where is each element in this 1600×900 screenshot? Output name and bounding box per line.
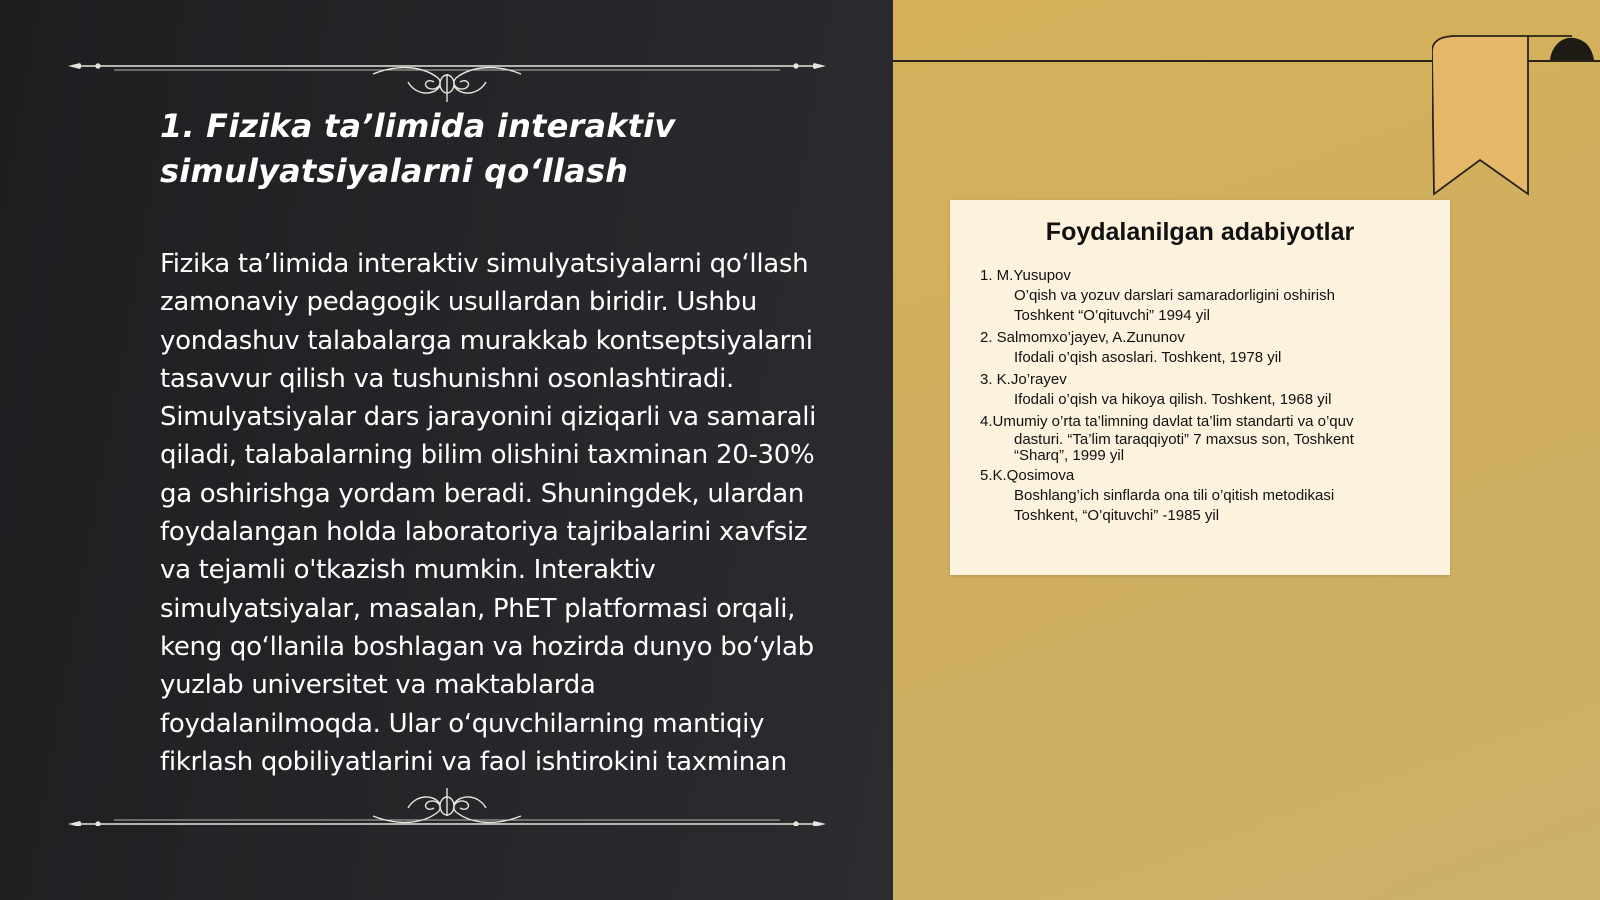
slide-title: 1. Fizika ta’limida interaktiv simulyatsiyalarni qo‘llash: [160, 107, 676, 190]
references-card: [950, 200, 1450, 575]
reference-detail: O’qish va yozuv darslari samaradorligini oshirish: [1014, 287, 1335, 304]
reference-author: 5.K.Qosimova: [980, 467, 1075, 484]
reference-detail: Toshkent “O’qituvchi” 1994 yil: [1014, 307, 1210, 324]
reference-author: 1. M.Yusupov: [980, 267, 1071, 284]
bottom-ornament-divider: [68, 776, 826, 826]
reference-author: 4.Umumiy o’rta ta’limning davlat ta’lim standarti va o’quv: [980, 413, 1354, 430]
reference-author: 2. Salmomxo’jayev, A.Zununov: [980, 329, 1185, 346]
reference-detail: Boshlang’ich sinflarda ona tili o’qitish metodikasi: [1014, 487, 1335, 504]
reference-detail: Ifodali o’qish va hikoya qilish. Toshkent, 1968 yil: [1014, 391, 1332, 408]
reference-detail: Toshkent, “O’qituvchi” -1985 yil: [1014, 507, 1220, 524]
reference-item: [980, 412, 1420, 464]
references-title: Foydalanilgan adabiyotlar: [1045, 218, 1355, 246]
bookmark-ribbon-icon: [1432, 34, 1600, 200]
reference-item: [980, 328, 1420, 368]
reference-item: [980, 266, 1420, 326]
reference-detail: Ifodali o’qish asoslari. Toshkent, 1978 yil: [1014, 349, 1282, 366]
references-list: [980, 266, 1420, 528]
top-ornament-divider: [68, 52, 826, 102]
slide-body-text: Fizika ta’limida interaktiv simulyatsiyalarni qo‘llash zamonaviy pedagogik usullardan biridir. Ushbu yondashuv talabalarga murakkab kontseptsiyalarni tasavvur qilish va tushunishni osonlashtiradi. Simulyatsiyalar dars jarayonini qiziqarli va samarali qiladi, talabalarning bilim olishini taxminan 20-30% ga oshirishga yordam beradi. Shuningdek, ulardan foydalangan holda laboratoriya tajribalarini xavfsiz va tejamli o'tkazish mumkin. Interaktiv simulyatsiyalar, masalan, PhET platformasi orqali, keng qo‘llanila boshlagan va hozirda dunyo bo‘ylab yuzlab universitet va maktablarda foydalanilmoqda. Ular o‘quvchilarning mantiqiy fikrlash qobiliyatlarini va faol ishtirokini taxminan: [160, 249, 817, 777]
reference-item: [980, 370, 1420, 410]
reference-author: 3. K.Jo’rayev: [980, 371, 1067, 388]
reference-detail: dasturi. “Ta’lim taraqqiyoti” 7 maxsus son, Toshkent: [1014, 431, 1354, 448]
reference-detail: “Sharq”, 1999 yil: [1014, 447, 1125, 464]
reference-item: [980, 466, 1420, 526]
